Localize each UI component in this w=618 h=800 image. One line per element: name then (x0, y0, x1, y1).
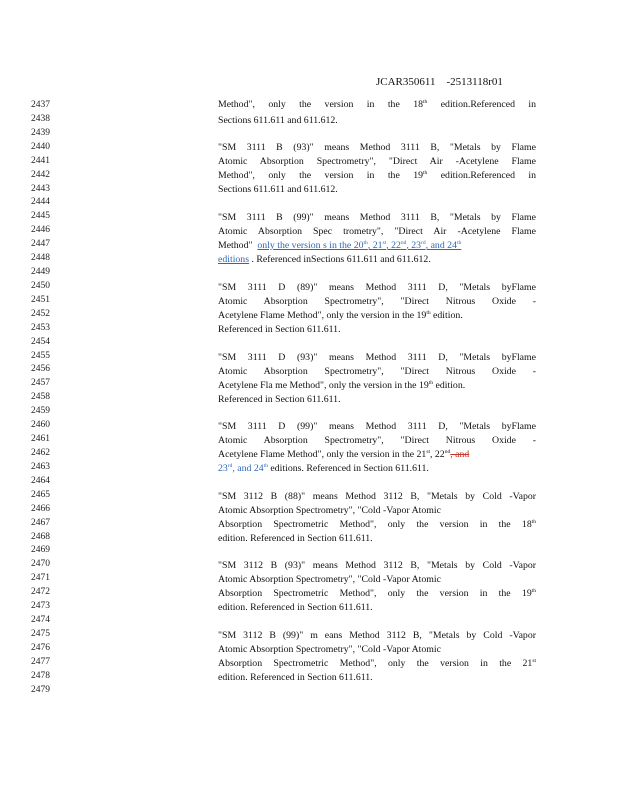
line-number: 2438 (31, 113, 50, 124)
text-line: Method" only the version s in the 20th, 21st, 22nd, 23rd, and 24th (218, 240, 462, 251)
text-line: Absorption Spectrometric Method", only the version in the 19th (218, 588, 536, 599)
text-line: Absorption Spectrometric Method", only the version in the 18th (218, 519, 536, 530)
line-number: 2469 (31, 545, 50, 556)
line-number: 2467 (31, 517, 50, 528)
text-line: "SM 3112 B (88)" means Method 3112 B, "Metals by Cold -Vapor (218, 491, 536, 502)
line-number: 2441 (31, 155, 50, 166)
line-number: 2443 (31, 183, 50, 194)
inserted-text: editions (218, 254, 250, 265)
line-number: 2476 (31, 642, 50, 653)
text-line: edition. Referenced in Section 611.611. (218, 602, 373, 613)
line-number: 2464 (31, 475, 50, 486)
line-number: 2445 (31, 211, 50, 222)
line-number: 2461 (31, 434, 50, 445)
line-number: 2471 (31, 573, 50, 584)
line-number: 2437 (31, 100, 50, 110)
line-number: 2447 (31, 239, 50, 250)
line-number: 2473 (31, 601, 50, 612)
text-line: "SM 3111 D (93)" means Method 3111 D, "Metals byFlame (218, 352, 536, 363)
inserted-text: 23rd, and 24th (218, 463, 268, 474)
line-number: 2478 (31, 670, 50, 681)
text-line: Referenced in Section 611.611. (218, 394, 341, 405)
line-number: 2477 (31, 656, 50, 667)
line-number: 2442 (31, 169, 50, 180)
text-line: edition. Referenced in Section 611.611. (218, 533, 373, 544)
line-number: 2455 (31, 350, 50, 361)
line-number: 2475 (31, 628, 50, 639)
line-number: 2459 (31, 406, 50, 417)
line-number: 2453 (31, 322, 50, 333)
text-line: Acetylene Flame Method", only the version in the 19th edition. (218, 310, 463, 321)
line-number: 2470 (31, 559, 50, 570)
line-number: 2454 (31, 336, 50, 347)
line-number: 2448 (31, 253, 50, 264)
line-number: 2440 (31, 141, 50, 152)
line-number: 2450 (31, 280, 50, 291)
text-line: Acetylene Flame Method", only the version in the 21st, 22nd, and (218, 449, 470, 460)
text-line: Atomic Absorption Spectrometry", "Direct Nitrous Oxide - (218, 435, 536, 446)
deleted-text: , and (450, 449, 470, 460)
text-line: Sections 611.611 and 611.612. (218, 184, 338, 195)
line-number: 2446 (31, 225, 50, 236)
text-line: Atomic Absorption Spectrometry", "Direct Nitrous Oxide - (218, 296, 536, 307)
text-line: Atomic Absorption Spectrometry", "Cold -Vapor Atomic (218, 505, 441, 516)
inserted-text: only the version s in the 20th, 21st, 22nd, 23rd, and 24th (257, 240, 462, 251)
line-number: 2462 (31, 448, 50, 458)
text-line: Atomic Absorption Spectrometry", "Cold -Vapor Atomic (218, 574, 441, 585)
line-number: 2466 (31, 503, 50, 514)
line-number: 2444 (31, 197, 50, 208)
text-line: Atomic Absorption Spec trometry", "Direct Air -Acetylene Flame (218, 226, 536, 237)
line-number: 2456 (31, 364, 50, 375)
line-number: 2479 (31, 684, 50, 695)
text-line: Method", only the version in the 18th edition.Referenced in (218, 99, 536, 110)
text-line: "SM 3111 B (93)" means Method 3111 B, "Metals by Flame (218, 142, 536, 153)
line-number: 2449 (31, 267, 50, 278)
line-number: 2452 (31, 308, 50, 319)
line-number: 2460 (31, 420, 50, 431)
text-line: 23rd, and 24th editions. Referenced in Section 611.611. (218, 463, 429, 474)
text-line: "SM 3111 B (99)" means Method 3111 B, "Metals by Flame (218, 212, 536, 223)
text-line: Atomic Absorption Spectrometry", "Direct Nitrous Oxide - (218, 366, 536, 377)
text-line: Absorption Spectrometric Method", only the version in the 21st (218, 658, 536, 669)
text-line: "SM 3112 B (93)" means Method 3112 B, "Metals by Cold -Vapor (218, 560, 536, 571)
line-number: 2458 (31, 392, 50, 403)
line-number: 2463 (31, 461, 50, 472)
text-line: Method", only the version in the 19th edition.Referenced in (218, 170, 536, 181)
line-number: 2451 (31, 294, 50, 305)
document-id-header: JCAR350611 -2513118r01 (376, 76, 503, 88)
line-number: 2439 (31, 127, 50, 138)
text-line: Acetylene Fla me Method", only the version in the 19th edition. (218, 380, 466, 391)
line-number: 2474 (31, 615, 50, 626)
line-number: 2457 (31, 378, 50, 389)
line-number: 2468 (31, 531, 50, 542)
text-line: edition. Referenced in Section 611.611. (218, 672, 373, 683)
text-line: "SM 3111 D (99)" means Method 3111 D, "Metals byFlame (218, 421, 536, 432)
text-line: Sections 611.611 and 611.612. (218, 115, 338, 126)
text-line: Atomic Absorption Spectrometry", "Cold -Vapor Atomic (218, 644, 441, 655)
text-line: editions . Referenced inSections 611.611 and 611.612. (218, 254, 431, 265)
text-line: Referenced in Section 611.611. (218, 324, 341, 335)
text-line: Atomic Absorption Spectrometry", "Direct Air -Acetylene Flame (218, 156, 536, 167)
text-line: "SM 3111 D (89)" means Method 3111 D, "Metals byFlame (218, 282, 536, 293)
text-line: "SM 3112 B (99)" m eans Method 3112 B, "Metals by Cold -Vapor (218, 630, 536, 641)
line-number: 2465 (31, 489, 50, 500)
line-number: 2472 (31, 587, 50, 598)
